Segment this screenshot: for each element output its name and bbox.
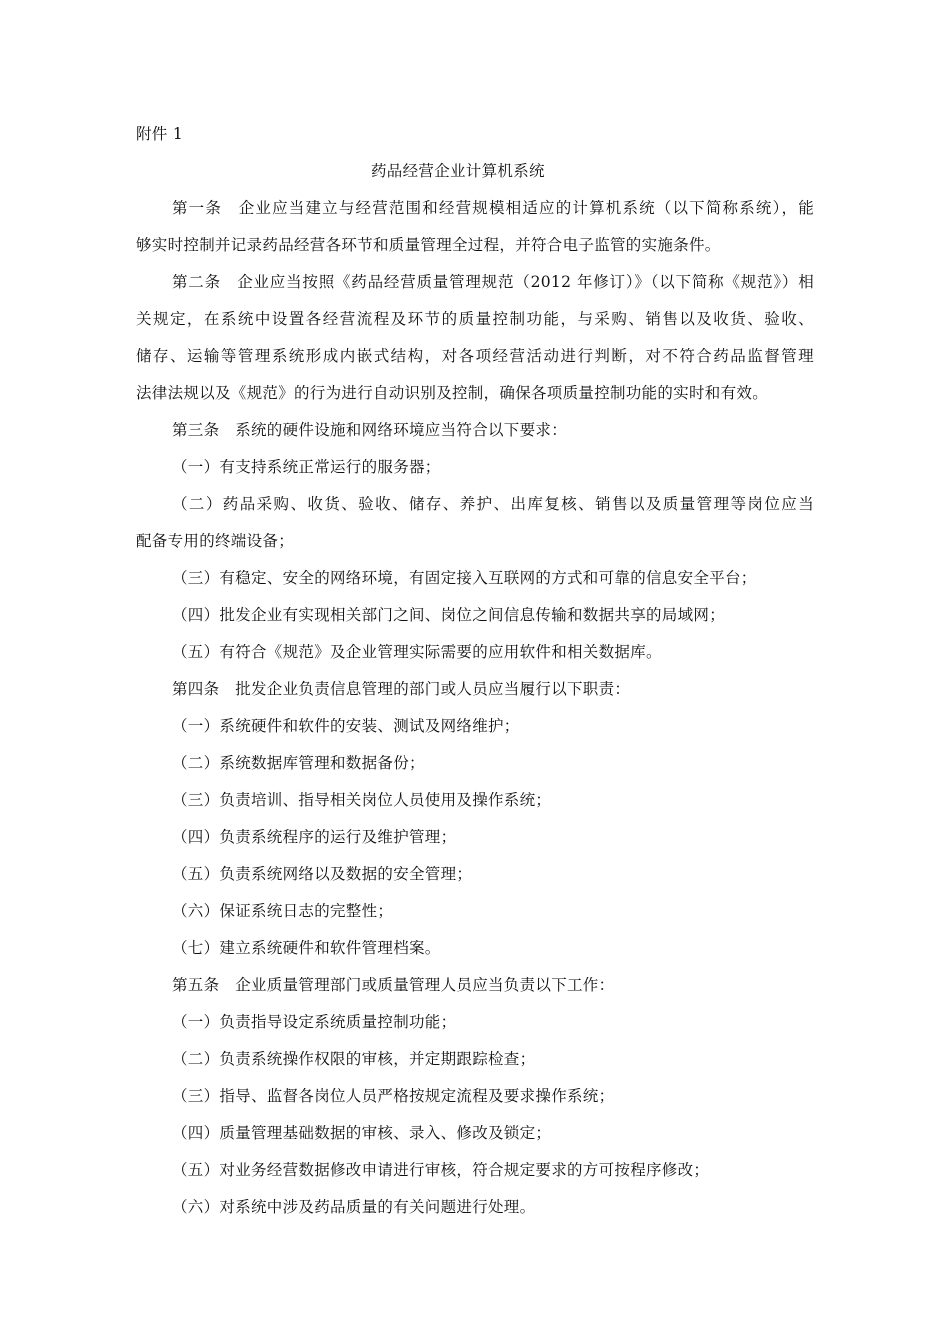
article-4-item-4: （四）负责系统程序的运行及维护管理； [172,828,457,846]
article-2-line-2: 关规定，在系统中设置各经营流程及环节的质量控制功能，与采购、销售以及收货、验收、 [136,310,814,328]
article-2-line-1: 第二条 企业应当按照《药品经营质量管理规范（2012 年修订）》（以下简称《规范》）相 [172,273,814,291]
article-4-item-1: （一）系统硬件和软件的安装、测试及网络维护； [172,717,520,735]
article-3-item-4: （四）批发企业有实现相关部门之间、岗位之间信息传输和数据共享的局域网； [172,606,726,624]
article-3-item-1: （一）有支持系统正常运行的服务器； [172,458,441,476]
article-5-item-6: （六）对系统中涉及药品质量的有关问题进行处理。 [172,1198,536,1216]
article-3-heading: 第三条 系统的硬件设施和网络环境应当符合以下要求： [172,421,568,439]
article-3-item-2-line-2: 配备专用的终端设备； [136,532,295,550]
article-1-line-2: 够实时控制并记录药品经营各环节和质量管理全过程，并符合电子监管的实施条件。 [136,236,721,254]
document-title: 药品经营企业计算机系统 [371,162,545,180]
article-5-item-4: （四）质量管理基础数据的审核、录入、修改及锁定； [172,1124,552,1142]
article-2-line-4: 法律法规以及《规范》的行为进行自动识别及控制，确保各项质量控制功能的实时和有效。 [136,384,769,402]
article-1-line-1: 第一条 企业应当建立与经营范围和经营规模相适应的计算机系统（以下简称系统），能 [172,199,814,217]
article-3-item-5: （五）有符合《规范》及企业管理实际需要的应用软件和相关数据库。 [172,643,662,661]
article-5-item-5: （五）对业务经营数据修改申请进行审核，符合规定要求的方可按程序修改； [172,1161,710,1179]
article-4-heading: 第四条 批发企业负责信息管理的部门或人员应当履行以下职责： [172,680,631,698]
attachment-label: 附件 1 [136,125,183,143]
article-5-item-3: （三）指导、监督各岗位人员严格按规定流程及要求操作系统； [172,1087,615,1105]
article-4-item-6: （六）保证系统日志的完整性； [172,902,394,920]
article-5-item-2: （二）负责系统操作权限的审核，并定期跟踪检查； [172,1050,536,1068]
article-5-item-1: （一）负责指导设定系统质量控制功能； [172,1013,457,1031]
article-4-item-7: （七）建立系统硬件和软件管理档案。 [172,939,441,957]
article-3-item-3: （三）有稳定、安全的网络环境，有固定接入互联网的方式和可靠的信息安全平台； [172,569,757,587]
article-4-item-2: （二）系统数据库管理和数据备份； [172,754,425,772]
article-2-line-3: 储存、运输等管理系统形成内嵌式结构，对各项经营活动进行判断，对不符合药品监督管理 [136,347,814,365]
article-4-item-5: （五）负责系统网络以及数据的安全管理； [172,865,473,883]
article-4-item-3: （三）负责培训、指导相关岗位人员使用及操作系统； [172,791,552,809]
article-5-heading: 第五条 企业质量管理部门或质量管理人员应当负责以下工作： [172,976,615,994]
article-3-item-2-line-1: （二）药品采购、收货、验收、储存、养护、出库复核、销售以及质量管理等岗位应当 [172,495,814,513]
